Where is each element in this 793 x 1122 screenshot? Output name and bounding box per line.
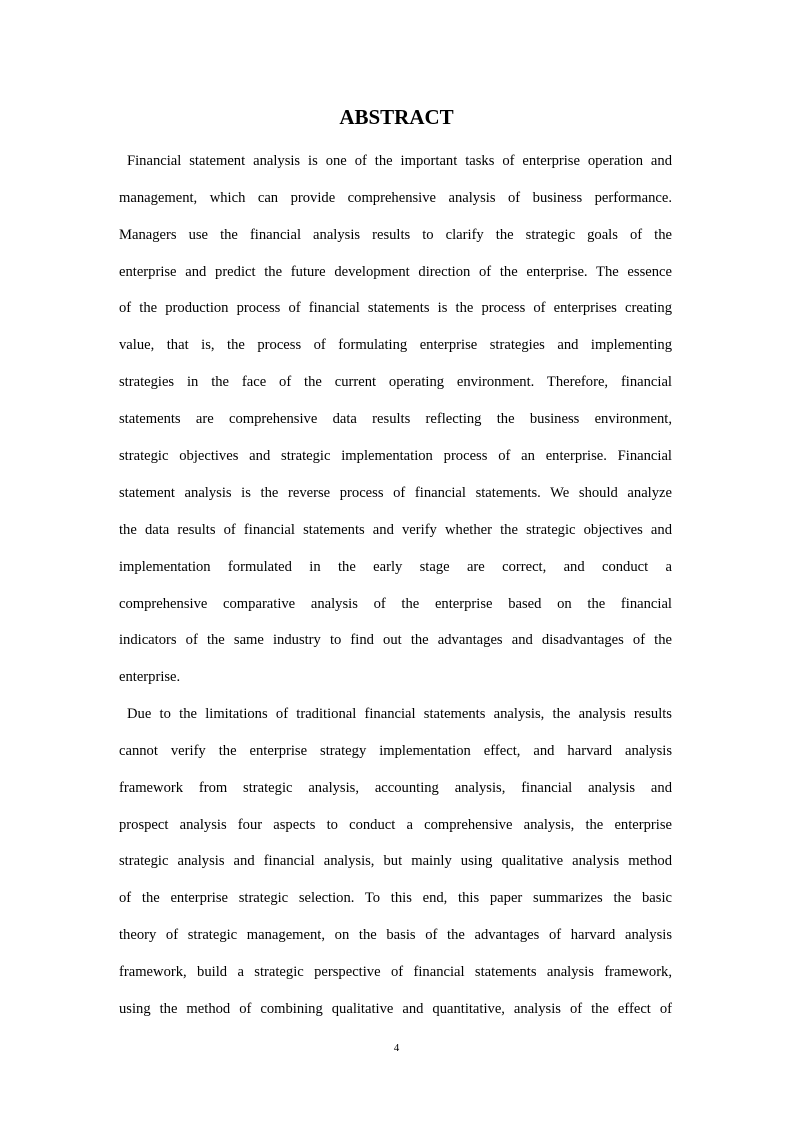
text-line: implementation formulated in the early stage are correct, and conduct a xyxy=(119,559,672,575)
text-line: of the production process of financial statements is the process of enterprises creating xyxy=(119,300,672,316)
text-line: strategies in the face of the current operating environment. Therefore, financial xyxy=(119,374,672,390)
text-line: framework from strategic analysis, accounting analysis, financial analysis and xyxy=(119,780,672,796)
text-line: of the enterprise strategic selection. To this end, this paper summarizes the basic xyxy=(119,890,672,906)
text-line: Financial statement analysis is one of the important tasks of enterprise operation and xyxy=(127,153,672,169)
text-line: value, that is, the process of formulating enterprise strategies and implementing xyxy=(119,337,672,353)
text-line: framework, build a strategic perspective of financial statements analysis framework, xyxy=(119,964,672,980)
page-number: 4 xyxy=(393,1042,400,1054)
text-line: using the method of combining qualitative and quantitative, analysis of the effect of xyxy=(119,1001,672,1017)
text-line: strategic analysis and financial analysis, but mainly using qualitative analysis method xyxy=(119,853,672,869)
text-line: comprehensive comparative analysis of the enterprise based on the financial xyxy=(119,596,672,612)
text-line: prospect analysis four aspects to conduct a comprehensive analysis, the enterprise xyxy=(119,817,672,833)
text-line: indicators of the same industry to find out the advantages and disadvantages of the xyxy=(119,632,672,648)
text-line: the data results of financial statements and verify whether the strategic objectives and xyxy=(119,522,672,538)
page-title: ABSTRACT xyxy=(339,105,454,129)
text-line: enterprise and predict the future development direction of the enterprise. The essence xyxy=(119,264,672,280)
text-line: enterprise. xyxy=(119,669,181,685)
text-line: management, which can provide comprehensive analysis of business performance. xyxy=(119,190,672,206)
text-line: statements are comprehensive data results reflecting the business environment, xyxy=(119,411,672,427)
text-line: theory of strategic management, on the basis of the advantages of harvard analysis xyxy=(119,927,672,943)
text-line: Due to the limitations of traditional financial statements analysis, the analysis results xyxy=(127,706,672,722)
text-line: strategic objectives and strategic implementation process of an enterprise. Financial xyxy=(119,448,672,464)
text-line: statement analysis is the reverse process of financial statements. We should analyze xyxy=(119,485,672,501)
text-line: Managers use the financial analysis results to clarify the strategic goals of the xyxy=(119,227,672,243)
text-line: cannot verify the enterprise strategy implementation effect, and harvard analysis xyxy=(119,743,672,759)
